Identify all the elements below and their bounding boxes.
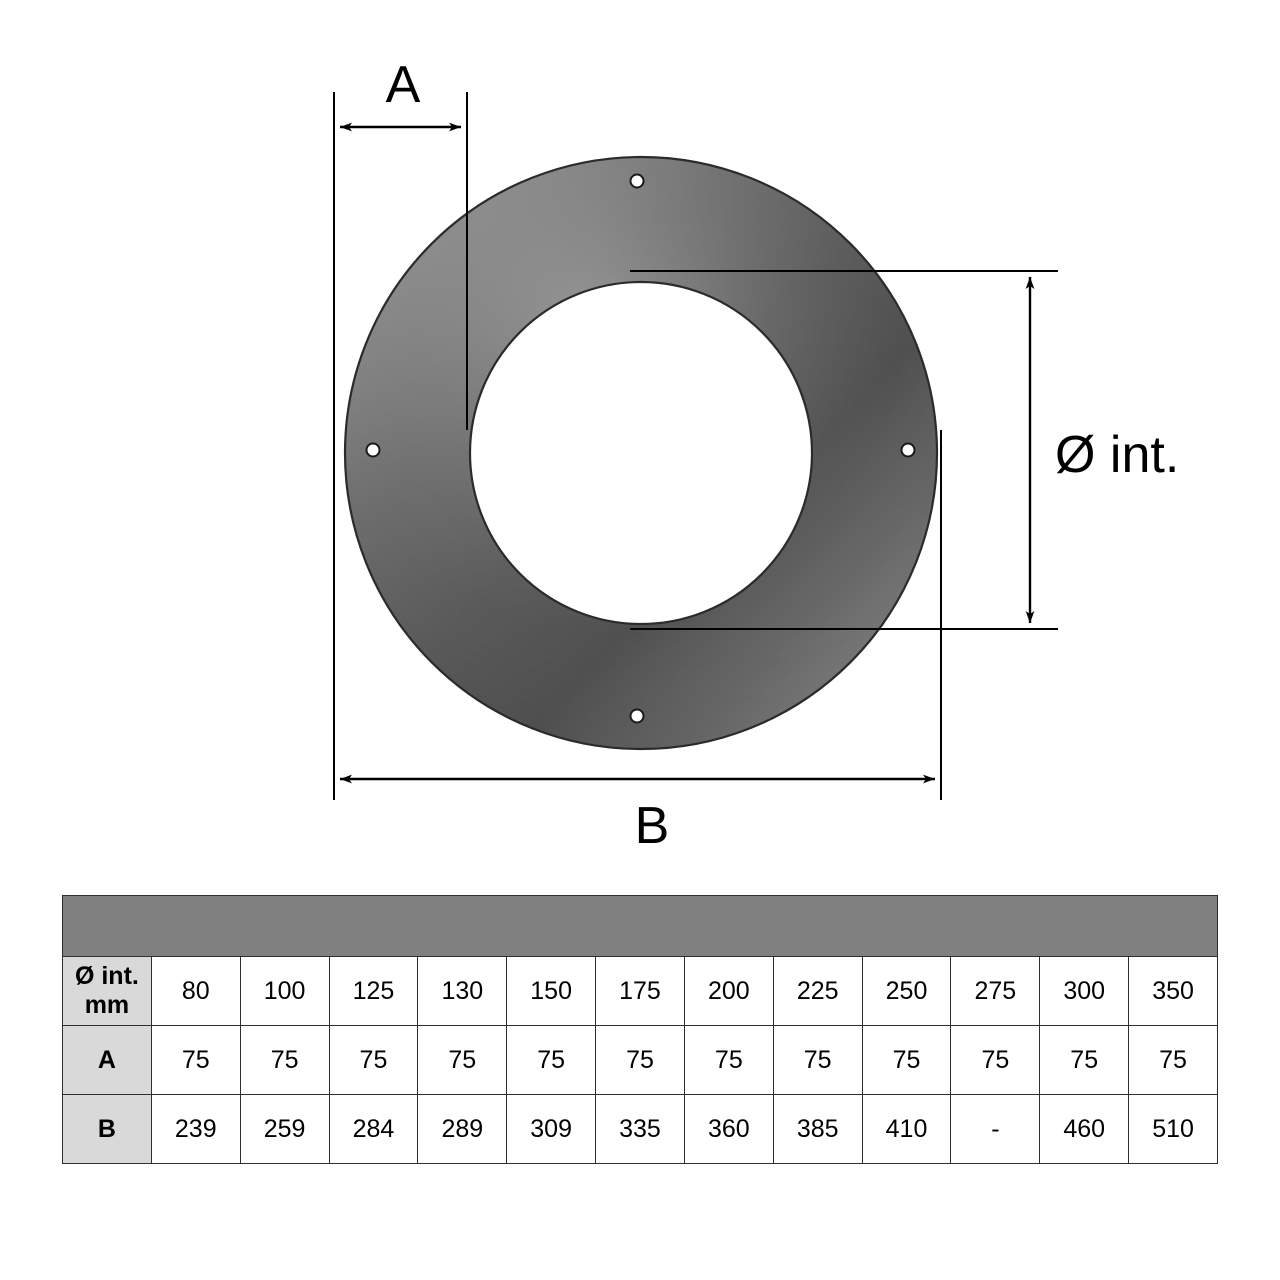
table-cell: 75 [951,1026,1040,1095]
table-cell: 75 [240,1026,329,1095]
table-cell: 385 [773,1095,862,1164]
rowhead-diameter [63,957,152,1026]
table-cell: 510 [1129,1095,1218,1164]
table-cell: 350 [1129,957,1218,1026]
table-cell: 284 [329,1095,418,1164]
table-cell: 250 [862,957,951,1026]
table-cell: 259 [240,1095,329,1164]
table-cell: - [951,1095,1040,1164]
table-cell: 80 [151,957,240,1026]
table-cell: 300 [1040,957,1129,1026]
label-b: B [634,797,670,855]
table-cell: 75 [684,1026,773,1095]
table-cell: 460 [1040,1095,1129,1164]
table-cell: 360 [684,1095,773,1164]
table-cell: 75 [151,1026,240,1095]
rowhead-diameter-line1: Ø int. [74,962,139,991]
table-cell: 130 [418,957,507,1026]
rowhead-diameter-line2: mm [84,991,130,1019]
table-row-b [63,1095,1218,1164]
header-band-cell [63,896,1218,957]
table-cell: 75 [1129,1026,1218,1095]
table-row-diameters [63,957,1218,1026]
table-cell: 239 [151,1095,240,1164]
table-row-a [63,1026,1218,1095]
table-cell: 75 [507,1026,596,1095]
label-inner-diameter: Ø int. [1055,426,1180,484]
spec-table [62,895,1218,1164]
table-cell: 289 [418,1095,507,1164]
table-cell: 175 [596,957,685,1026]
table-header-band [63,896,1218,957]
table-cell: 200 [684,957,773,1026]
table-cell: 150 [507,957,596,1026]
table-cell: 75 [418,1026,507,1095]
rowhead-b: B [63,1095,152,1164]
table-cell: 75 [773,1026,862,1095]
table-cell: 275 [951,957,1040,1026]
table-cell: 75 [862,1026,951,1095]
table-cell: 100 [240,957,329,1026]
ring-body [300,120,1000,820]
table-cell: 225 [773,957,862,1026]
table-cell: 75 [596,1026,685,1095]
table-cell: 410 [862,1095,951,1164]
table-cell: 125 [329,957,418,1026]
label-a: A [385,56,421,114]
rowhead-a: A [63,1026,152,1095]
table-cell: 75 [329,1026,418,1095]
table-cell: 335 [596,1095,685,1164]
spec-table-body [63,896,1218,1164]
table-cell: 75 [1040,1026,1129,1095]
table-cell: 309 [507,1095,596,1164]
spec-table-container [62,895,1218,1164]
